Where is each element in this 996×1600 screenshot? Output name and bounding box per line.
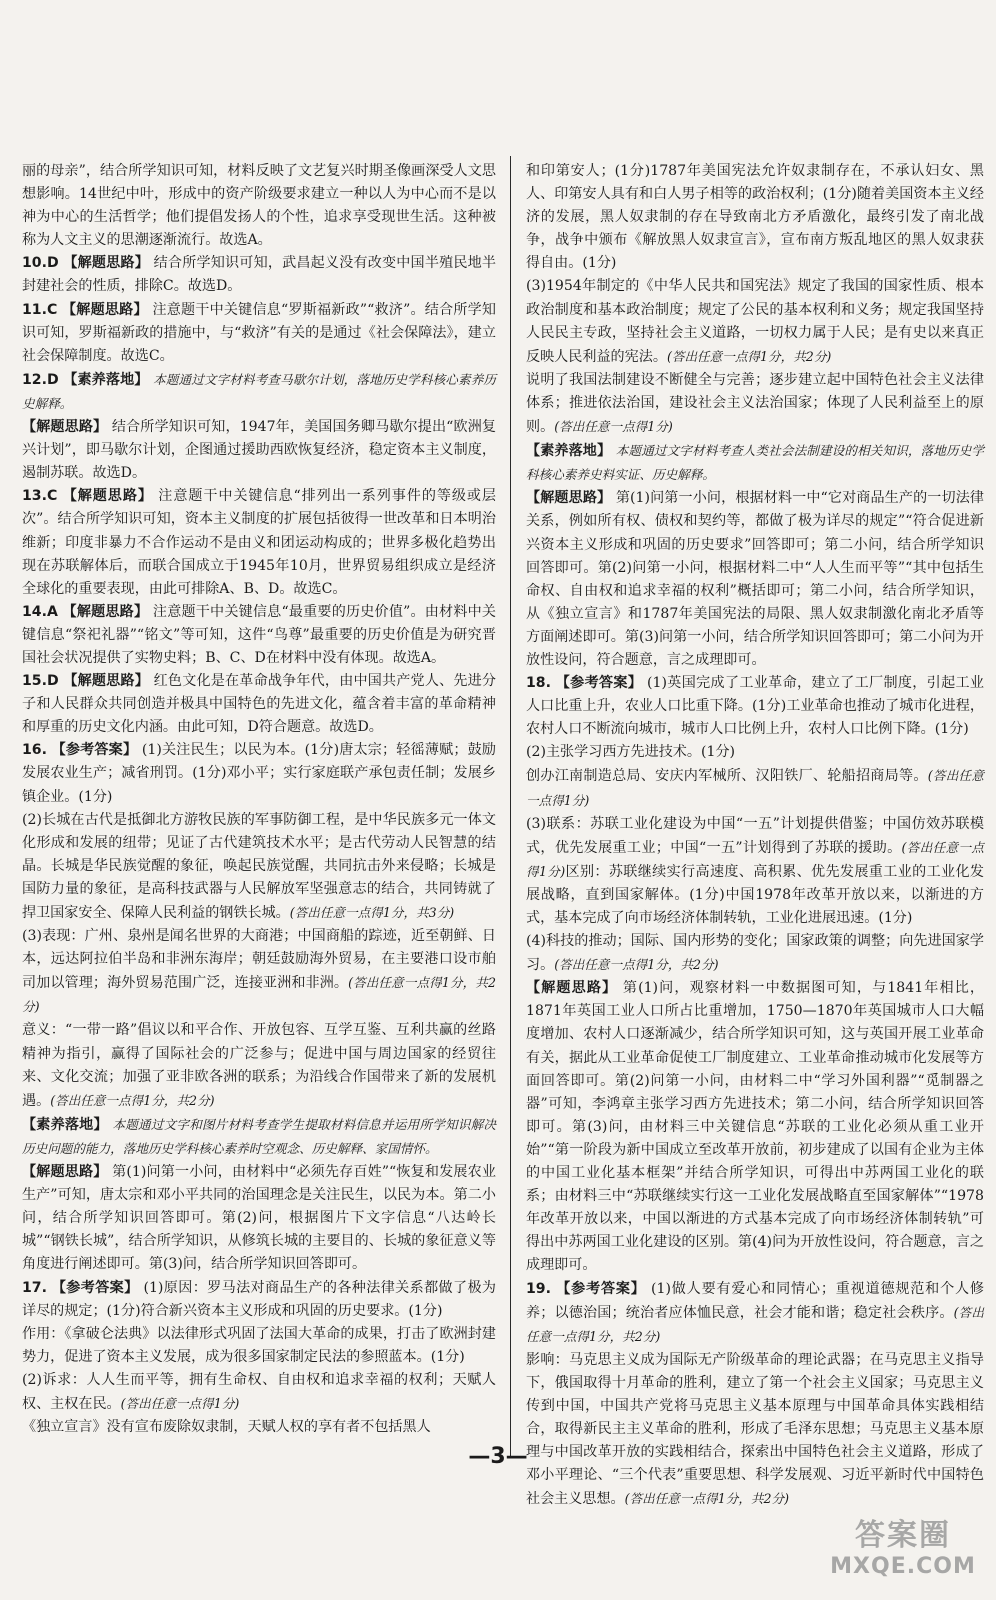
question-number: 12.D: [22, 371, 59, 388]
paragraph: [22, 1161, 496, 1276]
paragraph: [22, 601, 496, 670]
paragraph: [22, 1113, 496, 1161]
paragraph: [526, 275, 984, 368]
section-tag: 【素养落地】: [22, 1116, 108, 1133]
paragraph: [22, 1277, 496, 1323]
scoring-note: (答出任意一点得1分，共3分): [289, 905, 455, 920]
paragraph: [22, 1019, 496, 1112]
paragraph: [22, 1369, 496, 1416]
column-divider: [510, 156, 511, 1456]
question-number: 16.: [22, 742, 47, 759]
paragraph-text: 区别：苏联继续实行高速度、高积累、优先发展重工业的工业化发展战略，直到国家解体。(1分)中国1978年改革开放以来，以渐进的方式，基本完成了向市场经济体制转轨，工业化进展迅速。(1分): [526, 863, 984, 926]
question-number: 10.D: [22, 255, 59, 272]
paragraph: [526, 1349, 984, 1512]
paragraph: [526, 977, 984, 1277]
paragraph: [526, 160, 984, 275]
question-number: 15.D: [22, 673, 59, 690]
paragraph-text: (2)诉求：人人生而平等，拥有生命权、自由权和追求幸福的权利；天赋人权、主权在民。: [22, 1371, 496, 1412]
paragraph-text: 意义：“一带一路”倡议以和平合作、开放包容、互学互鉴、互利共赢的丝路精神为指引，赢得了国际社会的广泛参与；促进中国与周边国家的经贸往来、文化交流；加强了亚非欧各洲的联系；为沿线合作国带来了新的发展机遇。: [22, 1022, 496, 1109]
paragraph-text: 第(1)问，观察材料一中数据图可知，与1841年相比，1871年英国工业人口所占比重增加，1750—1870年英国城市人口大幅度增加、农村人口逐渐减少，结合所学知识可知，这与英国开展工业革命有关，据此从工业革命促使工厂制度建立、工业革命推动城市化发展等方面回答即可。第(2)问第一小问，由材料二中“学习外国利器”“觅制器之器”可知，李鸿章主张学习西方先进技术；第二小问，结合所学知识回答即可。第(3)问，由材料三中关键信息“苏联的工业化必须从重工业开始”“第一阶段为新中国成立至改革开放前，初步建成了以国有企业为主体的中国工业化基本框架”并结合所学知识，可得出中苏两国工业化的联系；由材料三中“苏联继续实行这一工业化发展战略直至国家解体”“1978年改革开放以来，中国以渐进的方式基本完成了向市场经济体制转轨”可得出中苏两国工业化建设的区别。第(4)问为开放性设问，符合题意，言之成理即可。: [526, 980, 985, 1274]
paragraph: [22, 809, 496, 925]
paragraph-text: 第(1)问第一小问，由材料中“必须先存百姓”“恢复和发展农业生产”可知，唐太宗和邓小平共同的治国理念是关注民生，以民为本。第二小问，结合所学知识回答即可。第(2)问，根据图片下文字信息“八达岭长城”“钢铁长城”，结合所学知识，从修筑长城的主要目的、长城的象征意义等角度进行阐述即可。第(3)问，结合所学知识回答即可。: [22, 1164, 497, 1273]
section-tag: 【解题思路】: [62, 603, 149, 620]
scoring-note: 本题通过文字和图片材料考查学生提取材料信息并运用所学知识解决历史问题的能力，落地历史学科核心素养时空观念、历史解释、家国情怀。: [22, 1116, 497, 1156]
paragraph: [526, 672, 984, 741]
paragraph-text: (4)科技的推动；国际、国内形势的变化；国家政策的调整；向先进国家学习。: [526, 933, 984, 974]
section-tag: 【解题思路】: [62, 488, 153, 505]
paragraph: [22, 416, 496, 485]
section-tag: 【解题思路】: [22, 1164, 108, 1181]
section-tag: 【解题思路】: [526, 980, 618, 997]
section-tag: 【解题思路】: [62, 301, 148, 318]
scoring-note: (答出任意一点得1分，共2分): [526, 1304, 984, 1344]
paragraph: [526, 487, 984, 672]
section-tag: 【解题思路】: [526, 490, 612, 507]
paragraph-text: (2)主张学习西方先进技术。(1分): [526, 744, 736, 761]
scoring-note: (答出任意一点得1分): [526, 768, 985, 808]
page-number: —3—: [468, 1444, 528, 1469]
paragraph: [526, 813, 984, 930]
paragraph-text: 红色文化是在革命战争年代，由中国共产党人、先进分子和人民群众共同创造并极具中国特色的先进文化，蕴含着丰富的革命精神和厚重的历史文化内涵。由此可知，D符合题意。故选D。: [22, 673, 497, 736]
section-tag: 【参考答案】: [555, 675, 643, 692]
paragraph: [22, 252, 496, 298]
question-number: 19.: [526, 1280, 551, 1297]
section-tag: 【解题思路】: [63, 673, 149, 690]
scoring-note: (答出任意一点得1分，共2分): [50, 1092, 215, 1108]
paragraph-text: (1)关注民生；以民为本。(1分)唐太宗；轻徭薄赋；鼓励发展农业生产；减省刑罚。(1分)邓小平；实行家庭联产承包责任制；发展乡镇企业。(1分): [22, 742, 496, 805]
question-number: 17.: [22, 1279, 47, 1296]
watermark-logo: 答案圈 MXQE.COM: [830, 1518, 976, 1579]
paragraph-text: 注意题干中关键信息“排列出一系列事件的等级或层次”。结合所学知识可知，资本主义制度的扩展包括彼得一世改革和日本明治维新；印度非暴力不合作运动不是由义和团运动构成的；世界多极化趋势出现在苏联解体后，而联合国成立于1945年10月，世界贸易组织成立是经济全球化的重要表现，由此可排除A、B、D。故选C。: [22, 488, 497, 597]
question-number: 13.C: [22, 488, 58, 505]
paragraph: [22, 739, 496, 808]
paragraph-text: 说明了我国法制建设不断健全与完善；逐步建立起中国特色社会主义法律体系；推进依法治国，建设社会主义法治国家；体现了人民利益至上的原则。: [526, 371, 984, 436]
paragraph: [526, 930, 984, 977]
question-number: 11.C: [22, 301, 58, 318]
paragraph-text: (3)表现：广州、泉州是闻名世界的大商港；中国商船的踪迹，近至朝鲜、日本，远达阿拉伯半岛和非洲东海岸；朝廷鼓励海外贸易，在主要港口设市舶司加以管理；海外贸易范围广泛，连接亚洲和非洲。: [22, 928, 496, 992]
paragraph-text: (3)联系：苏联工业化建设为中国“一五”计划提供借鉴；中国仿效苏联模式，优先发展重工业；中国“一五”计划得到了苏联的援助。: [526, 815, 984, 856]
section-tag: 【参考答案】: [51, 1279, 139, 1296]
paragraph: [526, 764, 984, 812]
paragraph: [526, 741, 984, 764]
paragraph-text: (1)英国完成了工业革命，建立了工厂制度，引起工业人口比重上升，农业人口比重下降。(1分)工业革命也推动了城市化进程，农村人口不断流向城市，城市人口比例上升，农村人口比例下降。(1分): [526, 675, 984, 738]
paragraph: [22, 1416, 496, 1439]
paragraph-text: (1)做人要有爱心和同情心；重视道德规范和个人修养；以德治国；统治者应体恤民意，社会才能和谐；稳定社会秩序。: [526, 1280, 984, 1321]
paragraph: [526, 439, 984, 487]
section-tag: 【素养落地】: [63, 371, 149, 388]
section-tag: 【解题思路】: [63, 255, 149, 272]
paragraph-text: 影响：马克思主义成为国际无产阶级革命的理论武器；在马克思主义指导下，俄国取得十月革命的胜利，建立了第一个社会主义国家；马克思主义传到中国，中国共产党将马克思主义基本原理与中国革命具体实践相结合，取得新民主主义革命的胜利，形成了毛泽东思想；马克思主义基本原理与中国改革开放的实践相结合，探索出中国特色社会主义道路，形成了邓小平理论、“三个代表”重要思想、科学发展观、习近平新时代中国特色社会主义思想。: [526, 1351, 984, 1508]
right-column: [526, 160, 984, 1511]
paragraph: [22, 1323, 496, 1369]
paragraph-text: 结合所学知识可知，1947年，美国国务卿马歇尔提出“欧洲复兴计划”，即马歇尔计划，企图通过援助西欧恢复经济，稳定资本主义制度，遏制苏联。故选D。: [22, 419, 496, 482]
paragraph-text: 作用：《拿破仑法典》以法律形式巩固了法国大革命的成果，打击了欧洲封建势力，促进了资本主义发展，成为很多国家制定民法的参照蓝本。(1分): [22, 1325, 496, 1365]
paragraph-text: 创办江南制造总局、安庆内军械所、汉阳铁厂、轮船招商局等。: [526, 768, 928, 785]
paragraph: [22, 299, 496, 368]
section-tag: 【参考答案】: [51, 742, 138, 759]
scoring-note: (答出任意一点得1分): [554, 419, 673, 435]
section-tag: 【解题思路】: [22, 419, 108, 436]
paragraph-text: 第(1)问第一小问，根据材料一中“它对商品生产的一切法律关系，例如所有权、债权和契约等，都做了极为详尽的规定”“符合促进新兴资本主义形成和巩固的历史要求”回答即可；第二小问，结合所学知识回答即可。第(2)问第一小问，根据材料二中“人人生而平等”“其中包括生命权、自由权和追求幸福的权利”概括即可；第二小问，结合所学知识，从《独立宣言》和1787年美国宪法的局限、黑人奴隶制激化南北矛盾等方面阐述即可。第(3)问第一小问，结合所学知识回答即可；第二小问为开放性设问，符合题意，言之成理即可。: [526, 490, 985, 668]
paragraph-text: 丽的母亲”，结合所学知识可知，材料反映了文艺复兴时期圣像画深受人文思想影响。14世纪中叶，形成中的资产阶级要求建立一种以人为中心而不是以神为中心的生活哲学；他们提倡发扬人的个性，追求享受现世生活。这种被称为人文主义的思潮逐渐流行。故选A。: [22, 163, 496, 249]
paragraph-text: (3)1954年制定的《中华人民共和国宪法》规定了我国的国家性质、根本政治制度和基本政治制度；规定了公民的基本权利和义务；规定我国坚持人民民主专政，坚持社会主义道路，一切权力属于人民；是有史以来真正反映人民利益的宪法。: [526, 278, 984, 365]
scoring-note: (答出任意一点得1分，共2分): [22, 975, 496, 1015]
paragraph-text: 结合所学知识可知，武昌起义没有改变中国半殖民地半封建社会的性质，排除C。故选D。: [22, 255, 497, 295]
paragraph: [526, 1278, 984, 1349]
paragraph: [22, 160, 496, 252]
paragraph-text: (1)原因：罗马法对商品生产的各种法律关系都做了极为详尽的规定；(1分)符合新兴资本主义形成和巩固的历史要求。(1分): [22, 1279, 497, 1319]
question-number: 14.A: [22, 603, 58, 620]
scoring-note: (答出任意一点得1分): [526, 839, 984, 879]
scoring-note: (答出任意一点得1分): [120, 1395, 240, 1411]
question-number: 18.: [526, 675, 551, 692]
paragraph: [22, 670, 496, 739]
paragraph: [22, 368, 496, 416]
section-tag: 【素养落地】: [526, 443, 612, 460]
section-tag: 【参考答案】: [556, 1280, 646, 1297]
paragraph: [526, 369, 984, 439]
scoring-note: (答出任意一点得1分，共2分): [554, 957, 719, 973]
paragraph: [22, 485, 496, 600]
scoring-note: 本题通过文字材料考查人类社会法制建设的相关知识，落地历史学科核心素养史料实证、历史解释。: [526, 443, 985, 483]
scoring-note: (答出任意一点得1分，共2分): [666, 348, 832, 364]
scoring-note: 本题通过文字材料考查马歇尔计划，落地历史学科核心素养历史解释。: [22, 371, 497, 411]
paragraph-text: (2)长城在古代是抵御北方游牧民族的军事防御工程，是中华民族多元一体文化形成和发展的纽带；见证了古代建筑技术水平；是古代劳动人民智慧的结晶。长城是华民族觉醒的象征，唤起民族觉醒，共同抗击外来侵略；长城是国防力量的象征，是高科技武器与人民解放军坚强意志的结合，共同铸就了捍卫国家安全、保障人民利益的钢铁长城。: [22, 811, 496, 921]
scoring-note: (答出任意一点得1分，共2分): [624, 1491, 790, 1507]
left-column: [22, 160, 496, 1439]
paragraph-text: 《独立宣言》没有宣布废除奴隶制，天赋人权的享有者不包括黑人: [22, 1419, 431, 1436]
paragraph-text: 注意题干中关键信息“罗斯福新政”“救济”。结合所学知识可知，罗斯福新政的措施中，与“救济”有关的是通过《社会保障法》，建立社会保障制度。故选C。: [22, 301, 497, 364]
paragraph: [22, 925, 496, 1019]
paragraph-text: 注意题干中关键信息“最重要的历史价值”。由材料中关键信息“祭祀礼器”“铭文”等可知，这件“鸟尊”最重要的历史价值是为研究晋国社会状况提供了实物史料；B、C、D在材料中没有体现。故选A。: [22, 603, 496, 666]
paragraph-text: 和印第安人；(1分)1787年美国宪法允许奴隶制存在，不承认妇女、黑人、印第安人具有和白人男子相等的政治权利；(1分)随着美国资本主义经济的发展，黑人奴隶制的存在导致南北方矛盾激化，最终引发了南北战争，战争中颁布《解放黑人奴隶宣言》，宣布南方叛乱地区的黑人奴隶获得自由。(1分): [526, 163, 984, 272]
